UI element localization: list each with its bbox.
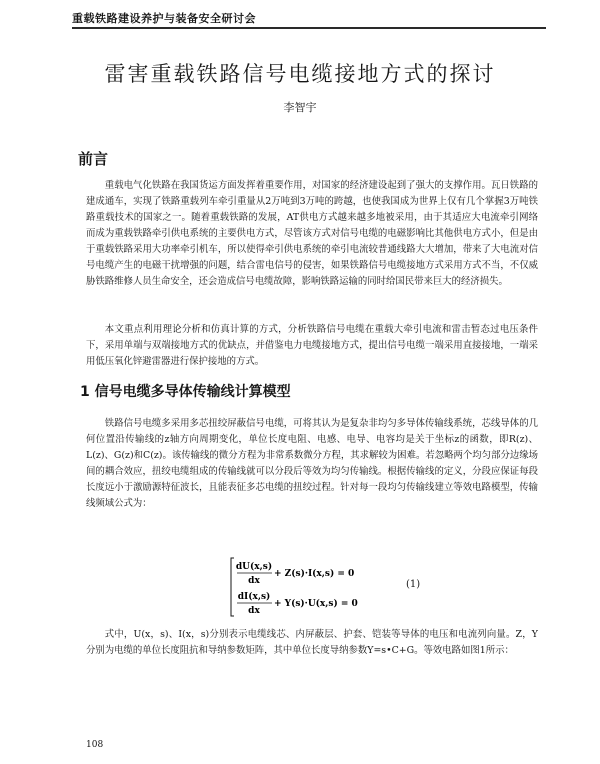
eq1-numerator: dU(x,s) xyxy=(235,562,273,572)
paragraph-4: 式中，U(x，s)、I(x，s)分别表示电缆线芯、内屏蔽层、护套、铠装等导体的电压和电流列向量。Z，Y分别为电缆的单位长度阻抗和导纳参数矩阵，其中单位长度导纳参数Y=s•C+G。等效电路如图1所示： xyxy=(86,629,538,656)
eq1-denominator: dx xyxy=(248,576,260,586)
preface-heading: 前言 xyxy=(78,150,109,168)
paragraph-1: 重载电气化铁路在我国货运方面发挥着重要作用，对国家的经济建设起到了强大的支撑作用。瓦日铁路的建成通车，实现了铁路重载列车牵引重量从2万吨到3万吨的跨越，也使我国成为世界上仅有几个掌握3万吨铁路重载技术的国家之一。随着重载铁路的发展，AT供电方式越来越多地被采用，由于其适应大电流牵引网络而成为重载铁路牵引供电系统的主要供电方式，尽管该方式对信号电缆的电磁影响比其他供电方式小，但是由于重载铁路采用大功率牵引机车，所以使得牵引供电系统的牵引电流较普通线路大大增加，带来了大电流对信号电缆产生的电磁干扰增强的问题，结合雷电信号的侵害，如果铁路信号电缆接地方式采用方式不当，不仅威胁铁路维修人员生命安全，还会造成信号电缆故障，影响铁路运输的同时给国民带来巨大的经济损失。 xyxy=(86,180,538,287)
page-number: 108 xyxy=(86,740,104,750)
author-name: 李智宇 xyxy=(283,101,317,114)
eq2-numerator: dI(x,s) xyxy=(237,592,271,602)
eq2-rhs: + Y(s)·U(x,s) = 0 xyxy=(274,599,358,609)
paper-title: 雷害重载铁路信号电缆接地方式的探讨 xyxy=(104,62,496,86)
header-rule xyxy=(72,27,546,29)
eq2-denominator: dx xyxy=(248,606,260,616)
conference-header: 重载铁路建设养护与装备安全研讨会 xyxy=(72,12,256,25)
eq1-rhs: + Z(s)·I(x,s) = 0 xyxy=(274,569,355,579)
equation-number: (1) xyxy=(406,579,421,590)
paragraph-3: 铁路信号电缆多采用多芯扭绞屏蔽信号电缆，可将其认为是复杂非均匀多导体传输线系统，芯线导体的几何位置沿传输线的z轴方向周期变化，单位长度电阻、电感、电导、电容均是关于坐标z的函数，即R(z)、L(z)、G(z)和C(z)。该传输线的微分方程为非常系数微分方程，其求解较为困难。若忽略两个均匀部分边缘场间的耦合效应，扭绞电缆组成的传输线就可以分段后等效为均匀传输线。根据传输线的定义，分段应保证每段长度远小于激励源特征波长，且能表征多芯电缆的扭绞过程。针对每一段均匀传输线建立等效电路模型，传输线频域公式为： xyxy=(86,418,538,509)
paragraph-2: 本文重点利用理论分析和仿真计算的方式，分析铁路信号电缆在重载大牵引电流和雷击暂态过电压条件下，采用单端与双端接地方式的优缺点，并借鉴电力电缆接地方式，提出信号电缆一端采用直接接地，一端采用低压氧化锌避雷器进行保护接地的方式。 xyxy=(86,324,538,367)
transmission-line-equation xyxy=(228,556,378,618)
section-1-heading: 1 信号电缆多导体传输线计算模型 xyxy=(80,384,291,400)
